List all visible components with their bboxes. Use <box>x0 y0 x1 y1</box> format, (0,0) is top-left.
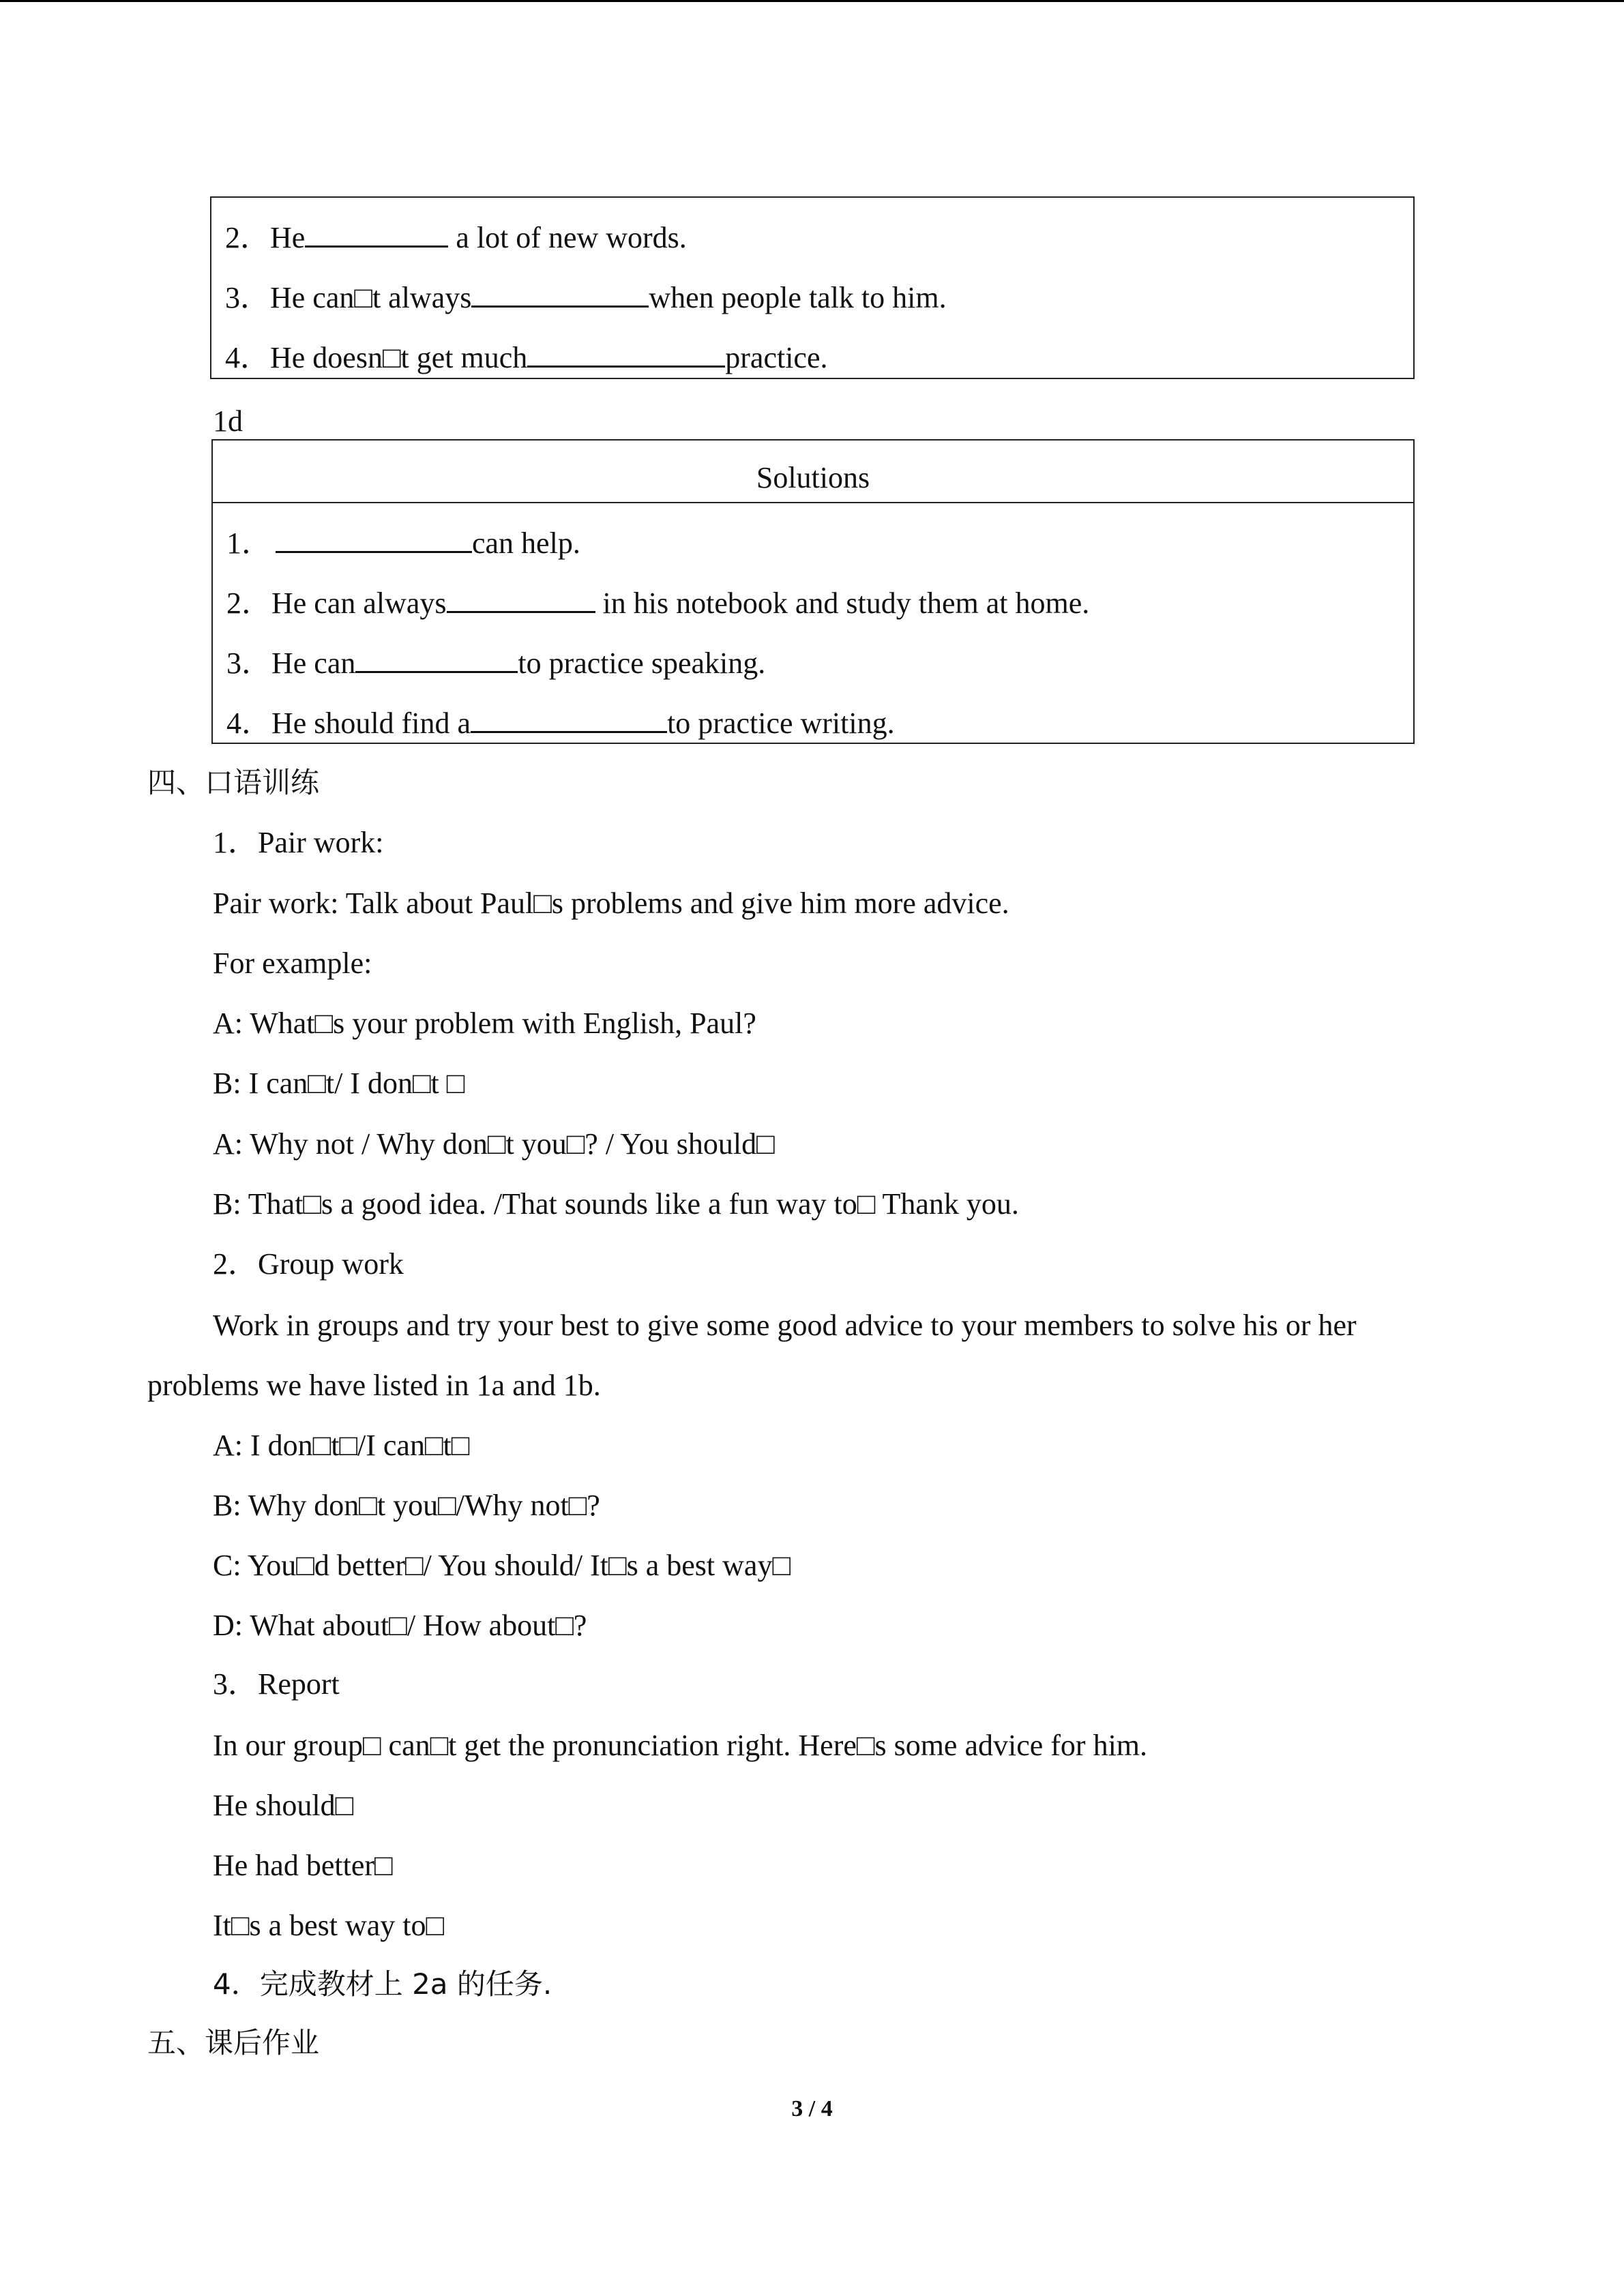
table-row: 2．He can always in his notebook and study them at home. <box>226 584 1089 623</box>
problems-table <box>210 196 1415 379</box>
group-work-title: 2．Group work <box>213 1247 404 1281</box>
dialogue-line: B: That□s a good idea. /That sounds like a fun way to□ Thank you. <box>213 1187 1019 1221</box>
top-border <box>0 0 1624 2</box>
table-row: 4．He doesn□t get much practice. <box>225 338 827 377</box>
answer-blank[interactable] <box>471 278 649 308</box>
group-work-desc-2: problems we have listed in 1a and 1b. <box>147 1369 601 1402</box>
table-row: 4．He should find a to practice writing. <box>226 704 895 743</box>
pair-work-title: 1．Pair work: <box>213 826 384 859</box>
table-row: 3．He can□t always when people talk to him. <box>225 278 947 317</box>
dialogue-line: A: What□s your problem with English, Paul? <box>213 1007 756 1040</box>
section-5-title: 五、课后作业 <box>147 2026 320 2059</box>
answer-blank[interactable] <box>471 704 667 733</box>
table-row: 3．He can to practice speaking. <box>226 644 765 683</box>
answer-blank[interactable] <box>276 524 472 553</box>
table-row: 1． can help. <box>226 524 580 563</box>
pair-work-desc: Pair work: Talk about Paul□s problems and give him more advice. <box>213 886 1009 920</box>
group-work-desc-1: Work in groups and try your best to give some good advice to your members to solve his or her <box>213 1309 1357 1342</box>
dialogue-line: B: Why don□t you□/Why not□? <box>213 1489 600 1522</box>
dialogue-line: A: Why not / Why don□t you□? / You should□ <box>213 1127 775 1161</box>
page-number: 3 / 4 <box>791 2096 833 2121</box>
report-line: It□s a best way to□ <box>213 1909 445 1942</box>
answer-blank[interactable] <box>355 644 518 673</box>
for-example: For example: <box>213 946 372 980</box>
solutions-table <box>211 439 1415 744</box>
task-4: 4．完成教材上 2a 的任务. <box>213 1967 552 2001</box>
dialogue-line: D: What about□/ How about□? <box>213 1609 587 1642</box>
report-title: 3．Report <box>213 1667 340 1701</box>
dialogue-line: A: I don□t□/I can□t□ <box>213 1429 470 1462</box>
solutions-header: Solutions <box>213 441 1413 503</box>
answer-blank[interactable] <box>527 338 725 368</box>
answer-blank[interactable] <box>305 218 448 248</box>
report-line: He had better□ <box>213 1849 393 1882</box>
answer-blank[interactable] <box>447 584 595 613</box>
section-4-title: 四、口语训练 <box>147 766 320 799</box>
dialogue-line: B: I can□t/ I don□t □ <box>213 1067 465 1100</box>
table-row: 2．He a lot of new words. <box>225 218 687 257</box>
dialogue-line: C: You□d better□/ You should/ It□s a best way□ <box>213 1549 791 1582</box>
report-line: In our group□ can□t get the pronunciation right. Here□s some advice for him. <box>213 1729 1148 1762</box>
label-1d: 1d <box>213 404 243 438</box>
report-line: He should□ <box>213 1789 354 1822</box>
